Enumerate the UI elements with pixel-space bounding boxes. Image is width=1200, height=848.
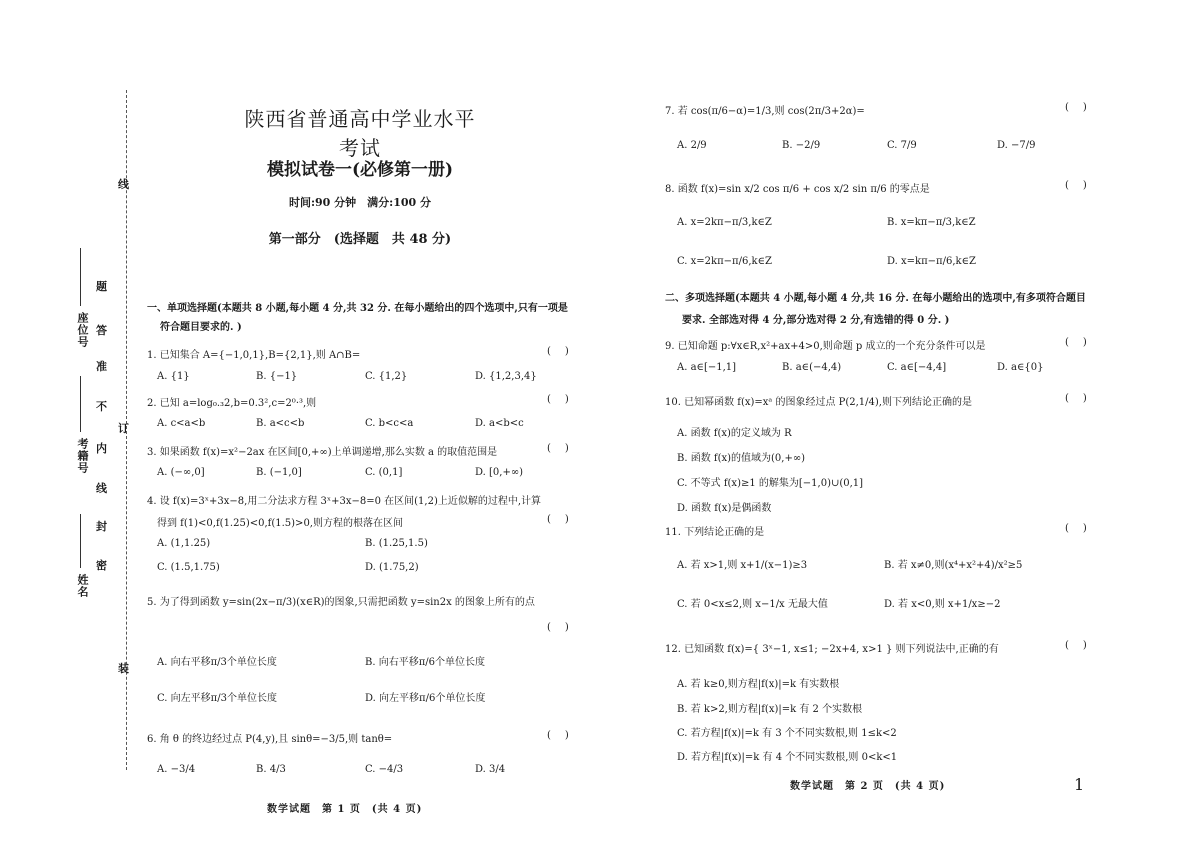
left-page-footer: 数学试题 第 1 页 (共 4 页) [267, 804, 423, 815]
option[interactable]: C. 7/9 [887, 140, 917, 151]
seal-word: 内 [96, 442, 107, 455]
option[interactable]: D. 函数 f(x)是偶函数 [677, 503, 772, 514]
name-label: 姓名 [76, 574, 89, 598]
option[interactable]: B. 若 x≠0,则(x⁴+x²+4)/x²≥5 [884, 560, 1023, 571]
option[interactable]: D. (1.75,2) [365, 562, 419, 573]
option[interactable]: B. 4/3 [256, 764, 286, 775]
question-8: 8. 函数 f(x)=sin x/2 cos π/6 + cos x/2 sin π/6 的零点是 [665, 184, 930, 195]
option[interactable]: B. (−1,0] [256, 467, 302, 478]
binding-ding-mark: 订 [118, 422, 129, 435]
option[interactable]: A. 向右平移π/3个单位长度 [157, 657, 277, 668]
option[interactable]: B. (1.25,1.5) [365, 538, 428, 549]
question-1: 1. 已知集合 A={−1,0,1},B={2,1},则 A∩B= [147, 350, 361, 361]
option[interactable]: C. {1,2} [365, 371, 408, 382]
option[interactable]: A. a∈[−1,1] [677, 362, 737, 373]
option[interactable]: A. c<a<b [157, 418, 206, 429]
option[interactable]: A. 函数 f(x)的定义域为 R [677, 428, 792, 439]
option[interactable]: A. 2/9 [677, 140, 707, 151]
option[interactable]: C. (0,1] [365, 467, 403, 478]
exam-number-field[interactable] [80, 376, 81, 432]
right-page-footer: 数学试题 第 2 页 (共 4 页) [790, 781, 946, 792]
option[interactable]: D. 若 x<0,则 x+1/x≥−2 [884, 599, 1001, 610]
option[interactable]: B. a<c<b [256, 418, 305, 429]
name-field[interactable] [80, 514, 81, 568]
option[interactable]: B. 函数 f(x)的值域为(0,+∞) [677, 453, 806, 464]
question-4: 4. 设 f(x)=3ˣ+3x−8,用二分法求方程 3ˣ+3x−8=0 在区间(1,2)上近似解的过程中,计算 [147, 496, 542, 507]
answer-paren[interactable]: () [547, 394, 583, 405]
exam-subtitle: 模拟试卷一(必修第一册) [266, 160, 454, 180]
option[interactable]: B. 若 k>2,则方程|f(x)|=k 有 2 个实数根 [677, 704, 863, 715]
seat-number-label: 座位号 [76, 312, 89, 348]
part-title: 第一部分 (选择题 共 48 分) [268, 232, 452, 247]
option[interactable]: B. 向右平移π/6个单位长度 [365, 657, 486, 668]
option[interactable]: D. 向左平移π/6个单位长度 [365, 693, 486, 704]
answer-paren[interactable]: () [547, 443, 583, 454]
question-10: 10. 已知幂函数 f(x)=xᵃ 的图象经过点 P(2,1/4),则下列结论正确的是 [665, 397, 972, 408]
option[interactable]: B. x=kπ−π/3,k∈Z [887, 217, 976, 228]
option[interactable]: C. (1.5,1.75) [157, 562, 220, 573]
binding-line-label: 线 [118, 178, 129, 191]
question-11: 11. 下列结论正确的是 [665, 527, 765, 538]
option[interactable]: C. −4/3 [365, 764, 404, 775]
option[interactable]: A. x=2kπ−π/3,k∈Z [677, 217, 772, 228]
seal-word: 答 [96, 324, 107, 337]
option[interactable]: A. (1,1.25) [157, 538, 211, 549]
option[interactable]: A. 若 k≥0,则方程|f(x)|=k 有实数根 [677, 679, 840, 690]
option[interactable]: C. 不等式 f(x)≥1 的解集为[−1,0)∪(0,1] [677, 478, 864, 489]
section-2-heading-cont: 要求. 全部选对得 4 分,部分选对得 2 分,有选错的得 0 分. ) [682, 315, 950, 326]
option[interactable]: D. x=kπ−π/6,k∈Z [887, 256, 976, 267]
question-7: 7. 若 cos(π/6−α)=1/3,则 cos(2π/3+2α)= [665, 106, 865, 117]
option[interactable]: D. [0,+∞) [475, 467, 524, 478]
answer-paren[interactable]: () [1065, 393, 1101, 404]
option[interactable]: D. 若方程|f(x)|=k 有 4 个不同实数根,则 0<k<1 [677, 752, 898, 763]
section-1-heading: 一、单项选择题(本题共 8 小题,每小题 4 分,共 32 分. 在每小题给出的四个选项中,只有一项是 [147, 303, 568, 314]
question-5: 5. 为了得到函数 y=sin(2x−π/3)(x∈R)的图象,只需把函数 y=sin2x 的图象上所有的点 [147, 597, 535, 608]
binding-zhuang-mark: 装 [118, 662, 129, 675]
answer-paren[interactable]: () [1065, 640, 1101, 651]
section-2-heading: 二、多项选择题(本题共 4 小题,每小题 4 分,共 16 分. 在每小题给出的选项中,有多项符合题目 [665, 293, 1086, 304]
option[interactable]: C. a∈[−4,4] [887, 362, 947, 373]
time-info: 时间:90 分钟 满分:100 分 [288, 196, 432, 209]
option[interactable]: D. {1,2,3,4} [475, 371, 537, 382]
option[interactable]: B. {−1} [256, 371, 298, 382]
seal-word: 封 [96, 520, 107, 533]
seat-number-field[interactable] [80, 248, 81, 306]
answer-paren[interactable]: () [547, 346, 583, 357]
question-6: 6. 角 θ 的终边经过点 P(4,y),且 sinθ=−3/5,则 tanθ= [147, 734, 393, 745]
option[interactable]: A. {1} [157, 371, 190, 382]
seal-word: 线 [96, 482, 107, 495]
page-mark: 1 [1074, 775, 1085, 794]
answer-paren[interactable]: () [1065, 337, 1101, 348]
option[interactable]: C. b<c<a [365, 418, 414, 429]
option[interactable]: C. x=2kπ−π/6,k∈Z [677, 256, 772, 267]
answer-paren[interactable]: () [1065, 180, 1101, 191]
option[interactable]: D. −7/9 [997, 140, 1036, 151]
seal-word: 不 [96, 400, 107, 413]
question-12: 12. 已知函数 f(x)={ 3ˣ−1, x≤1; −2x+4, x>1 } 则下列说法中,正确的有 [665, 644, 999, 655]
question-3: 3. 如果函数 f(x)=x²−2ax 在区间[0,+∞)上单调递增,那么实数 a 的取值范围是 [147, 447, 498, 458]
seal-word: 题 [96, 280, 107, 293]
option[interactable]: D. a<b<c [475, 418, 524, 429]
option[interactable]: A. 若 x>1,则 x+1/(x−1)≥3 [677, 560, 808, 571]
seal-word: 准 [96, 360, 107, 373]
answer-paren[interactable]: () [547, 730, 583, 741]
question-2: 2. 已知 a=log₀.₃2,b=0.3²,c=2⁰·³,则 [147, 398, 317, 409]
exam-title: 陕西省普通高中学业水平考试 [244, 107, 476, 160]
answer-paren[interactable]: () [1065, 102, 1101, 113]
option[interactable]: D. a∈{0} [997, 362, 1044, 373]
seal-word: 密 [96, 559, 107, 572]
section-1-heading-cont: 符合题目要求的. ) [160, 322, 242, 333]
option[interactable]: D. 3/4 [475, 764, 506, 775]
question-9: 9. 已知命题 p:∀x∈R,x²+ax+4>0,则命题 p 成立的一个充分条件可以是 [665, 341, 986, 352]
option[interactable]: A. −3/4 [157, 764, 196, 775]
answer-paren[interactable]: () [1065, 523, 1101, 534]
answer-paren[interactable]: () [547, 622, 583, 633]
option[interactable]: B. a∈(−4,4) [782, 362, 842, 373]
option[interactable]: C. 若方程|f(x)|=k 有 3 个不同实数根,则 1≤k<2 [677, 728, 897, 739]
question-4-cont: 得到 f(1)<0,f(1.25)<0,f(1.5)>0,则方程的根落在区间 [157, 518, 403, 529]
exam-number-label: 考籍号 [76, 438, 89, 474]
answer-paren[interactable]: () [547, 514, 583, 525]
option[interactable]: B. −2/9 [782, 140, 821, 151]
option[interactable]: C. 若 0<x≤2,则 x−1/x 无最大值 [677, 599, 828, 610]
option[interactable]: C. 向左平移π/3个单位长度 [157, 693, 277, 704]
option[interactable]: A. (−∞,0] [157, 467, 205, 478]
